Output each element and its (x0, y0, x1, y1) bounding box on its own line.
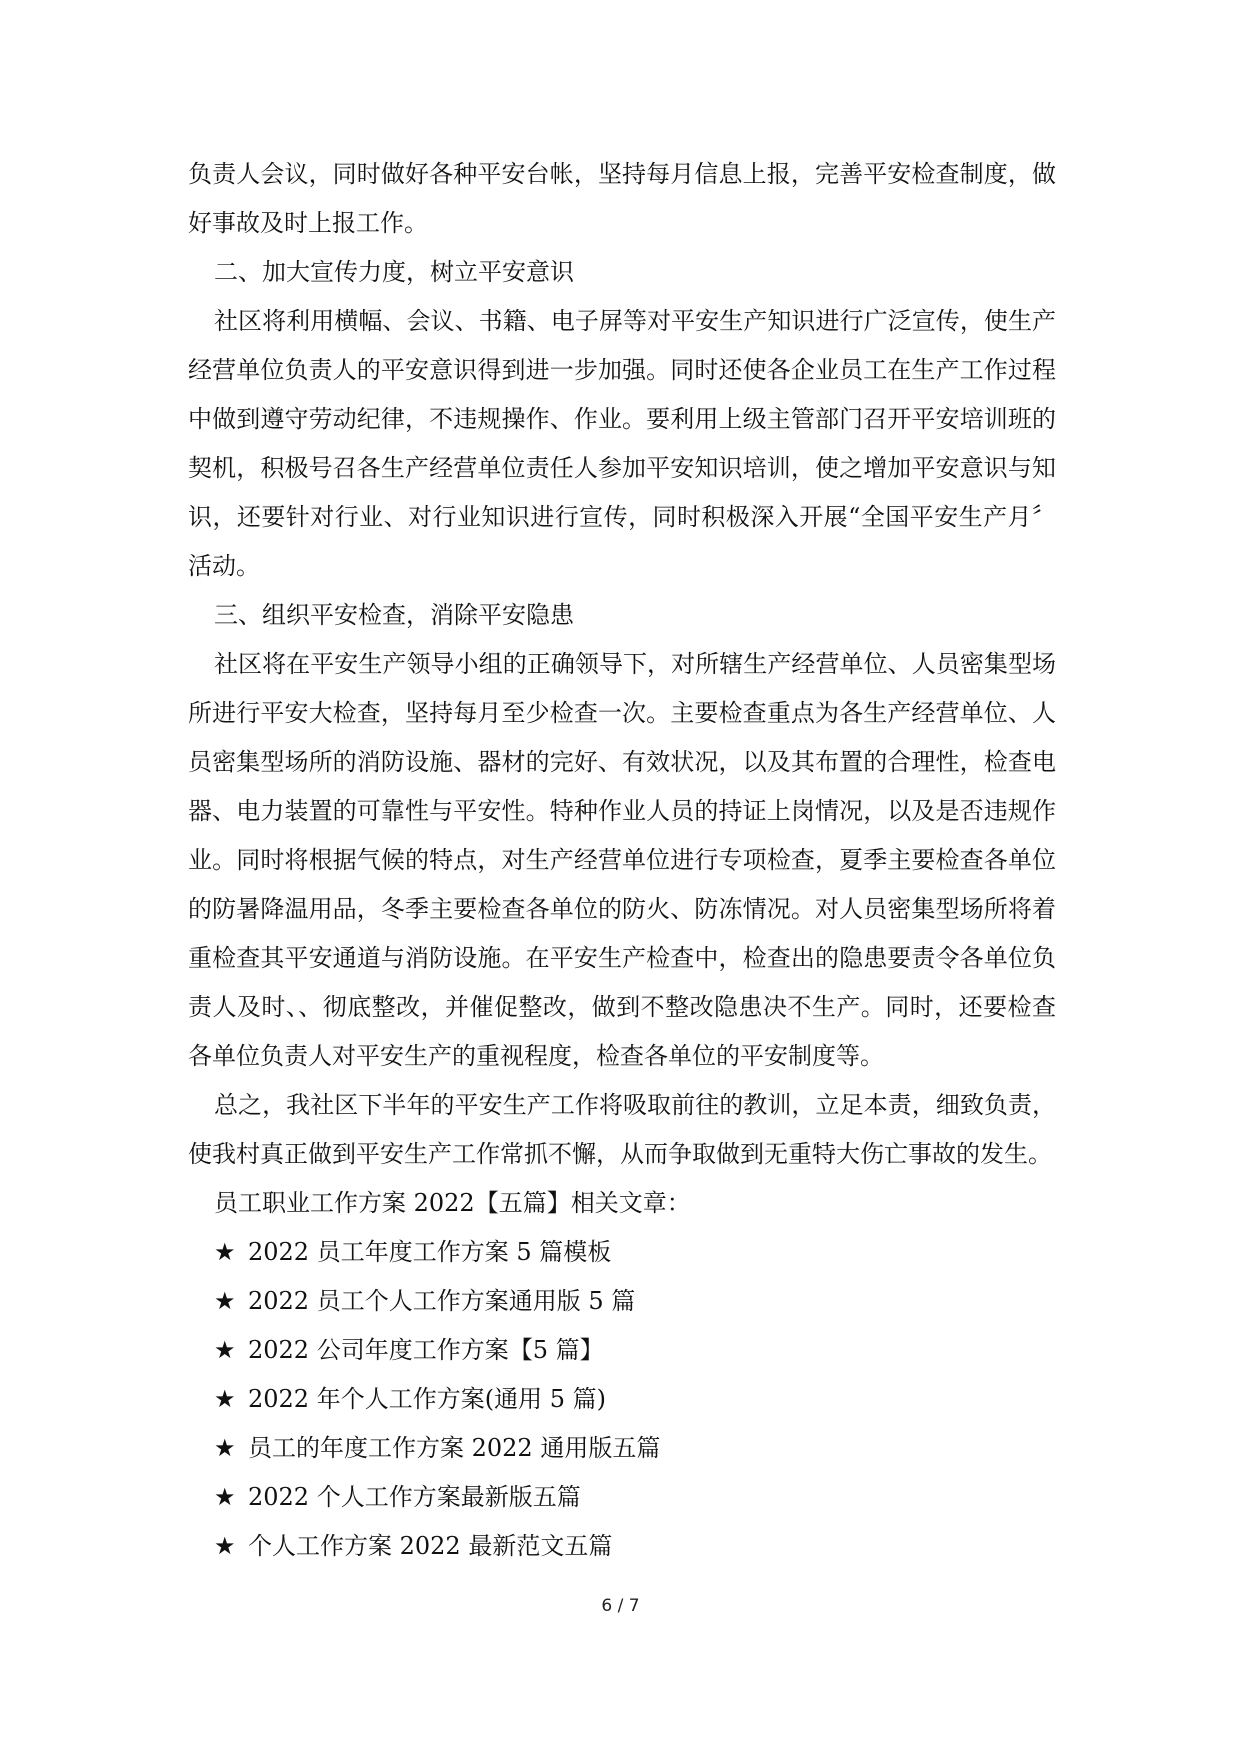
star-icon: ★ (214, 1336, 236, 1364)
related-article-link[interactable]: 2022 员工个人工作方案通用版 5 篇 (248, 1287, 636, 1315)
paragraph-summary: 总之，我社区下半年的平安生产工作将吸取前往的教训，立足本责，细致负责，使我村真正做到平安生产工作常抓不懈，从而争取做到无重特大伤亡事故的发生。 (188, 1091, 1056, 1168)
star-icon: ★ (214, 1238, 236, 1266)
related-article-item[interactable] (188, 1522, 1056, 1571)
document-body (188, 150, 1056, 1571)
related-article-item[interactable] (188, 1326, 1056, 1375)
related-article-link[interactable]: 2022 公司年度工作方案【5 篇】 (248, 1336, 604, 1364)
star-icon: ★ (214, 1287, 236, 1315)
paragraph-inspection: 社区将在平安生产领导小组的正确领导下，对所辖生产经营单位、人员密集型场所进行平安大检查，坚持每月至少检查一次。主要检查重点为各生产经营单位、人员密集型场所的消防设施、器材的完好、有效状况，以及其布置的合理性，检查电器、电力装置的可靠性与平安性。特种作业人员的持证上岗情况，以及是否违规作业。同时将根据气候的特点，对生产经营单位进行专项检查，夏季主要检查各单位的防暑降温用品，冬季主要检查各单位的防火、防冻情况。对人员密集型场所将着重检查其平安通道与消防设施。在平安生产检查中，检查出的隐患要责令各单位负责人及时、、彻底整改，并催促整改，做到不整改隐患决不生产。同时，还要检查各单位负责人对平安生产的重视程度，检查各单位的平安制度等。 (188, 650, 1056, 1070)
related-articles-list (188, 1228, 1056, 1571)
related-article-item[interactable] (188, 1277, 1056, 1326)
related-article-item[interactable] (188, 1473, 1056, 1522)
paragraph-publicity: 社区将利用横幅、会议、书籍、电子屏等对平安生产知识进行广泛宣传，使生产经营单位负责人的平安意识得到进一步加强。同时还使各企业员工在生产工作过程中做到遵守劳动纪律，不违规操作、作业。要利用上级主管部门召开平安培训班的契机，积极号召各生产经营单位责任人参加平安知识培训，使之增加平安意识与知识，还要针对行业、对行业知识进行宣传，同时积极深入开展“全国平安生产月〞活动。 (188, 307, 1056, 580)
related-article-link[interactable]: 2022 员工年度工作方案 5 篇模板 (248, 1238, 612, 1266)
star-icon: ★ (214, 1483, 236, 1511)
page-number: 6 / 7 (601, 1596, 640, 1616)
related-article-item[interactable] (188, 1375, 1056, 1424)
related-articles-title: 员工职业工作方案 2022【五篇】相关文章： (214, 1189, 691, 1217)
related-article-link[interactable]: 2022 年个人工作方案(通用 5 篇) (248, 1385, 606, 1413)
star-icon: ★ (214, 1532, 236, 1560)
related-article-link[interactable]: 2022 个人工作方案最新版五篇 (248, 1483, 581, 1511)
star-icon: ★ (214, 1434, 236, 1462)
related-article-link[interactable]: 员工的年度工作方案 2022 通用版五篇 (248, 1434, 661, 1462)
star-icon: ★ (214, 1385, 236, 1413)
related-article-link[interactable]: 个人工作方案 2022 最新范文五篇 (248, 1532, 613, 1560)
related-article-item[interactable] (188, 1228, 1056, 1277)
related-article-item[interactable] (188, 1424, 1056, 1473)
section-heading-2: 二、加大宣传力度，树立平安意识 (214, 258, 574, 286)
paragraph-continuation: 负责人会议，同时做好各种平安台帐，坚持每月信息上报，完善平安检查制度，做好事故及时上报工作。 (188, 160, 1056, 237)
section-heading-3: 三、组织平安检查，消除平安隐患 (214, 601, 574, 629)
